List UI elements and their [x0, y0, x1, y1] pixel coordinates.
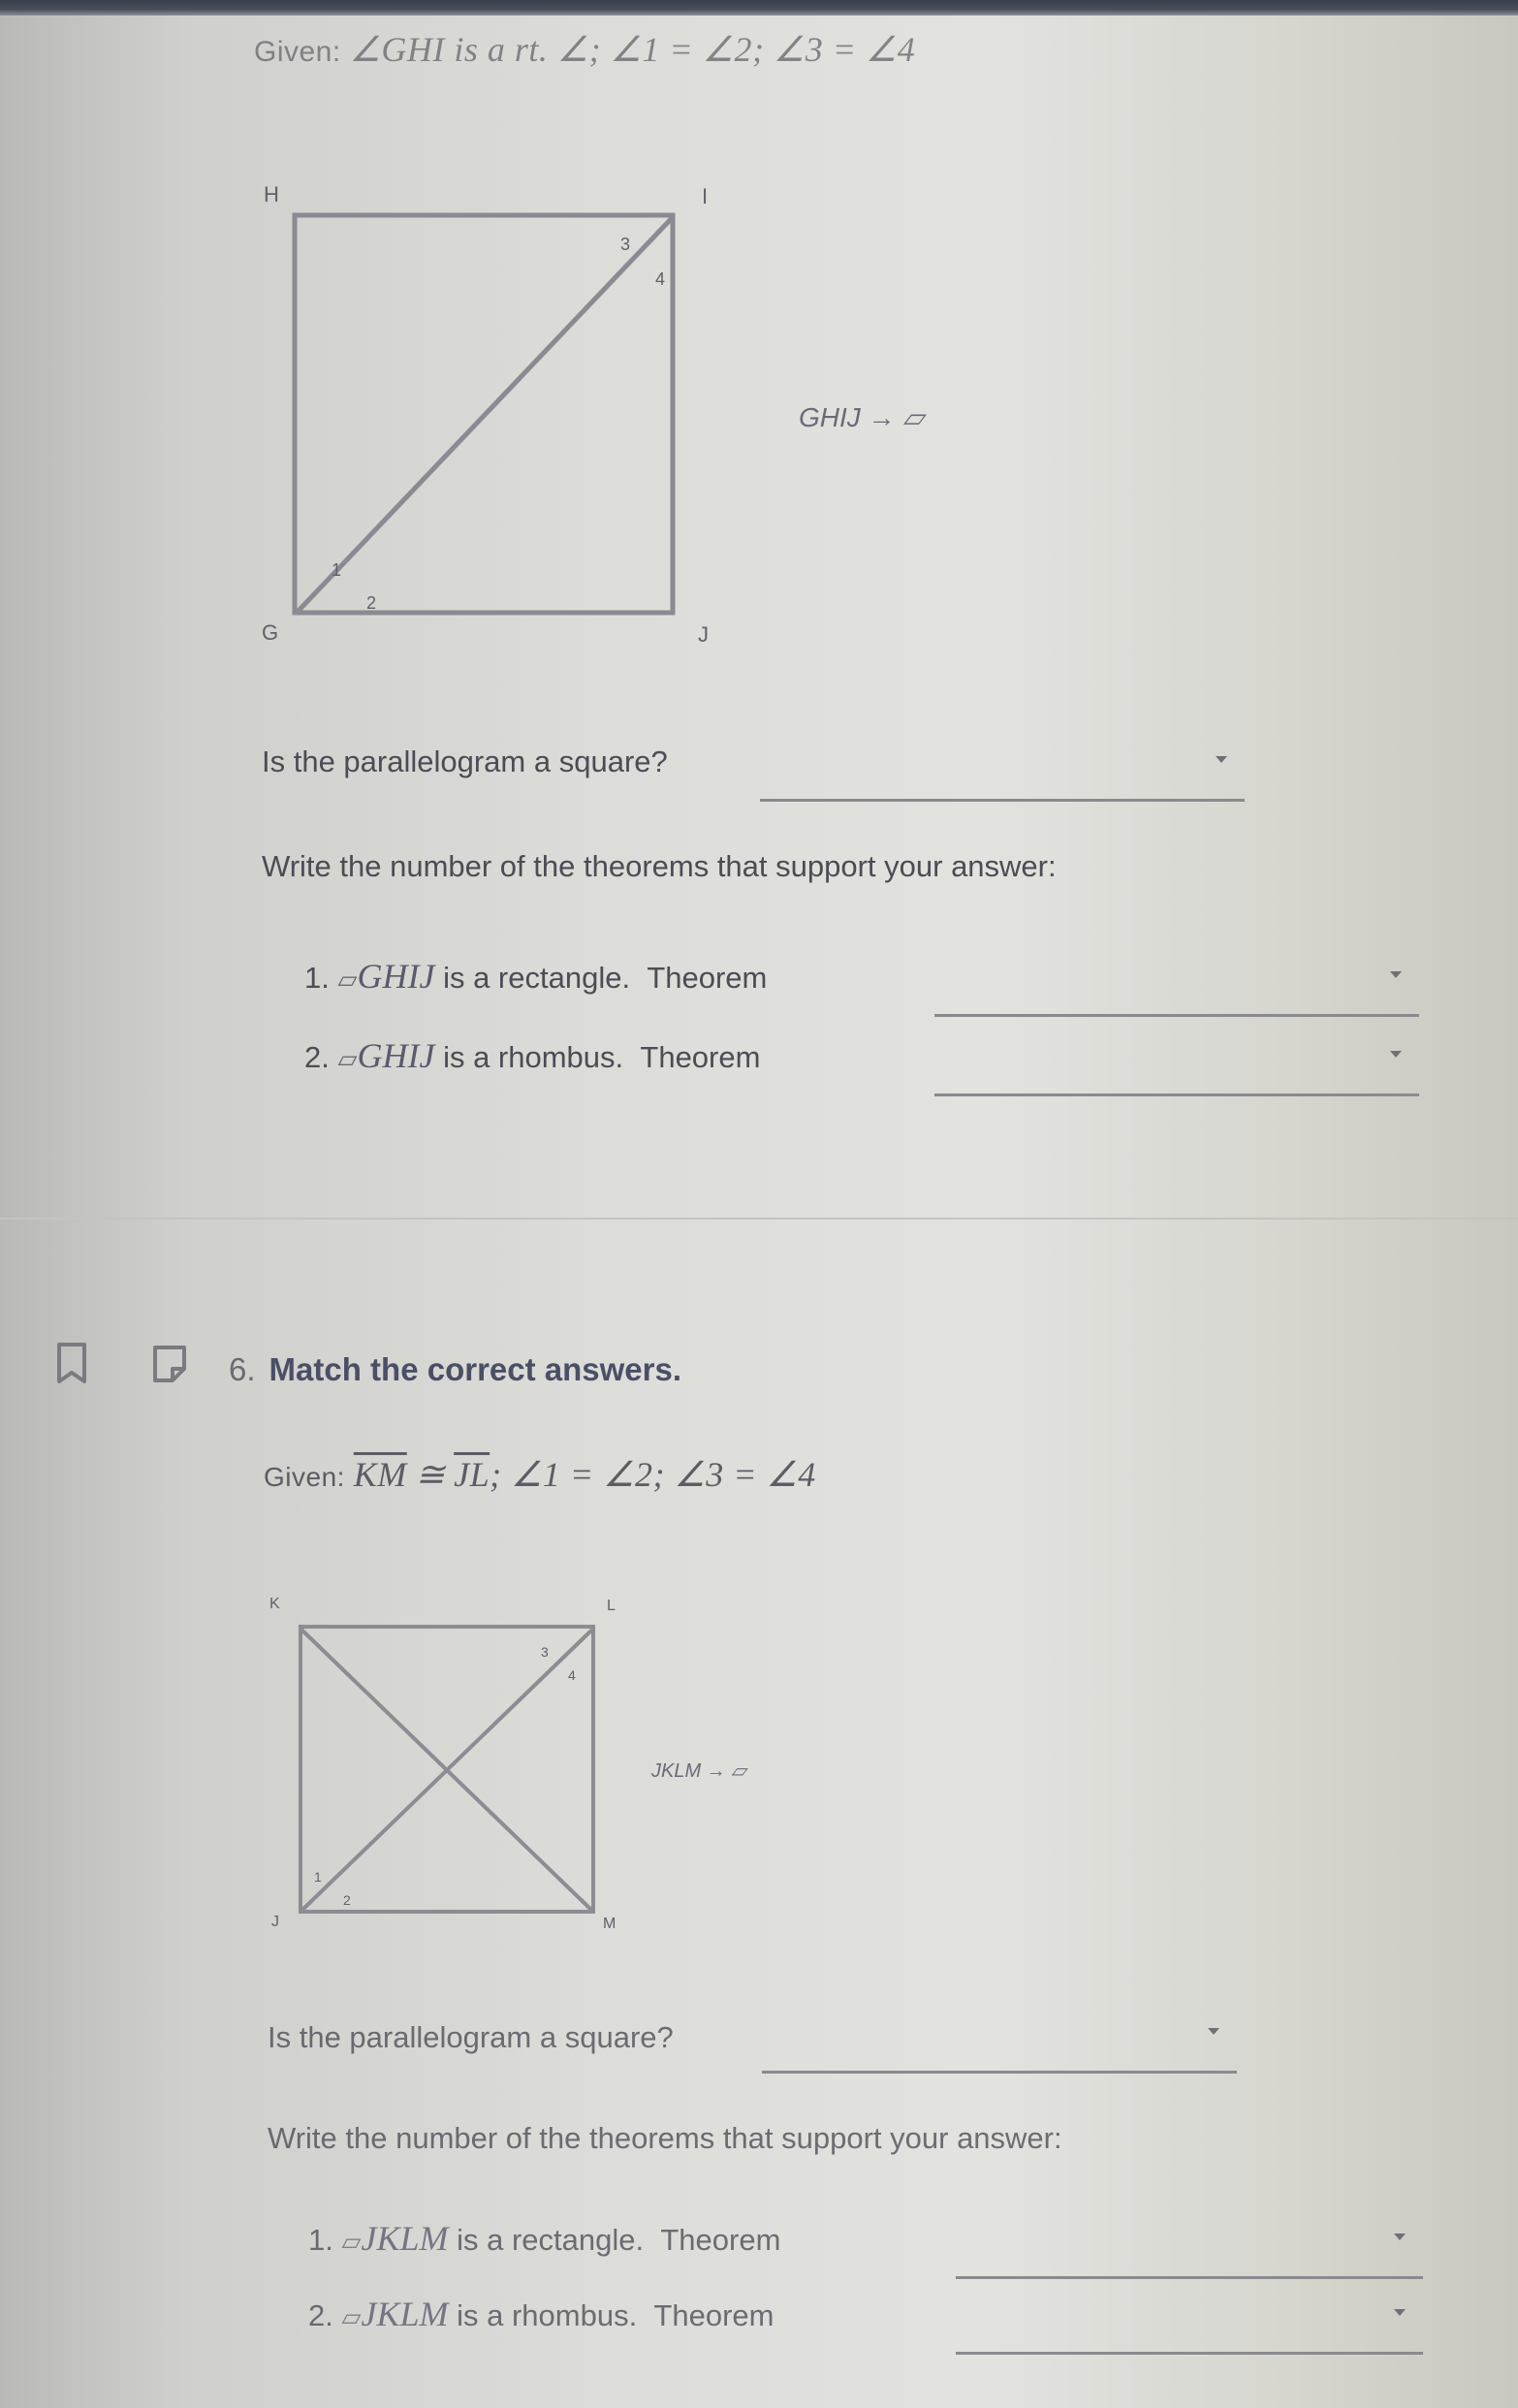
theorem-statement: is a rhombus.: [443, 1040, 624, 1074]
question-6-header: [229, 1351, 681, 1388]
theorem-label: Theorem: [640, 1040, 761, 1074]
vertex-j-label: J: [698, 622, 709, 647]
angle-1-label: 1: [332, 560, 342, 580]
parallelogram-symbol-icon: ▱: [337, 965, 358, 994]
congruent-symbol: ≅: [415, 1455, 446, 1494]
angle-3-label: 3: [620, 235, 631, 254]
theorem-statement: is a rectangle.: [443, 961, 631, 995]
vertex-l-label: L: [607, 1598, 616, 1614]
chevron-down-icon: [1390, 971, 1402, 978]
theorem-dropdown-rhombus-6[interactable]: [956, 2296, 1423, 2355]
note-button[interactable]: [149, 1344, 190, 1389]
chevron-down-icon: [1394, 2234, 1406, 2240]
theorem-row-rectangle-a: [304, 956, 767, 997]
theorem-label: Theorem: [647, 961, 768, 995]
angle-2-label: 2: [343, 1892, 351, 1908]
angle-3-label: 3: [541, 1644, 549, 1660]
vertex-g-label: G: [262, 620, 279, 645]
sticky-note-icon: [149, 1344, 190, 1384]
question-title: Match the correct answers.: [269, 1351, 682, 1387]
theorem-label: Theorem: [660, 2223, 781, 2257]
parallelogram-symbol-icon: ▱: [341, 2302, 362, 2331]
figure-name: JKLM: [361, 2219, 449, 2258]
theorem-dropdown-rhombus-a[interactable]: [934, 1037, 1419, 1096]
question-number: 6.: [229, 1351, 256, 1387]
theorem-dropdown-rectangle-a[interactable]: [934, 958, 1419, 1017]
figure-name: GHIJ: [357, 957, 435, 996]
bookmark-button[interactable]: [54, 1342, 89, 1389]
angle-4-label: 4: [655, 269, 666, 289]
theorem-dropdown-rectangle-6[interactable]: [956, 2220, 1423, 2279]
given-math: ∠GHI is a rt. ∠; ∠1 = ∠2; ∠3 = ∠4: [349, 30, 916, 69]
theorem-row-rhombus-a: [304, 1035, 760, 1076]
given-statement-6: [264, 1454, 816, 1495]
angle-4-label: 4: [568, 1667, 576, 1683]
theorem-prompt-a: Write the number of the theorems that support your answer:: [262, 849, 1057, 883]
given-math: ; ∠1 = ∠2; ∠3 = ∠4: [490, 1455, 816, 1494]
device-top-bar: [0, 0, 1518, 16]
chevron-down-icon: [1390, 1051, 1402, 1058]
rectangle-diagram-svg: [254, 1590, 642, 1939]
parallelogram-symbol-icon: ▱: [337, 1044, 358, 1073]
theorem-statement: is a rhombus.: [457, 2298, 638, 2332]
theorem-index: 2.: [308, 2298, 333, 2332]
bookmark-icon: [54, 1342, 89, 1384]
parallelogram-symbol-icon: ▱: [341, 2227, 362, 2256]
theorem-index: 1.: [304, 961, 330, 995]
square-question-label-a: Is the parallelogram a square?: [262, 745, 668, 778]
map-label-ghij: GHIJ → ▱: [799, 402, 924, 432]
square-answer-dropdown-a[interactable]: [760, 743, 1245, 802]
question-divider: [0, 1218, 1518, 1220]
vertex-i-label: I: [702, 184, 709, 208]
theorem-prompt-6: Write the number of the theorems that support your answer:: [268, 2121, 1062, 2155]
square-question-label-6: Is the parallelogram a square?: [268, 2020, 674, 2054]
angle-1-label: 1: [314, 1869, 322, 1885]
theorem-statement: is a rectangle.: [457, 2223, 645, 2257]
square-diagram-svg: [250, 174, 754, 659]
segment-km: $\overline{KM}$: [353, 1455, 407, 1494]
given-prefix: Given:: [254, 36, 341, 68]
figure-name: JKLM: [361, 2295, 449, 2333]
diagram-square-ghij: [250, 174, 754, 659]
chevron-down-icon: [1216, 756, 1227, 763]
given-statement-a: [254, 29, 915, 70]
segment-jl: $\overline{JL}$: [454, 1455, 490, 1494]
vertex-j-label: J: [271, 1914, 279, 1930]
chevron-down-icon: [1394, 2309, 1406, 2316]
figure-name: GHIJ: [357, 1036, 435, 1075]
theorem-index: 1.: [308, 2223, 333, 2257]
given-prefix: Given:: [264, 1462, 345, 1492]
vertex-m-label: M: [603, 1916, 617, 1932]
vertex-k-label: K: [269, 1596, 280, 1612]
theorem-index: 2.: [304, 1040, 330, 1074]
square-answer-dropdown-6[interactable]: [762, 2014, 1237, 2074]
map-label-jklm: JKLM → ▱: [651, 1760, 746, 1782]
chevron-down-icon: [1208, 2028, 1219, 2035]
vertex-h-label: H: [264, 182, 279, 206]
theorem-label: Theorem: [653, 2298, 775, 2332]
diagram-rectangle-jklm: [254, 1590, 642, 1939]
angle-2-label: 2: [366, 593, 377, 613]
theorem-row-rectangle-6: [308, 2218, 780, 2259]
theorem-row-rhombus-6: [308, 2294, 774, 2334]
